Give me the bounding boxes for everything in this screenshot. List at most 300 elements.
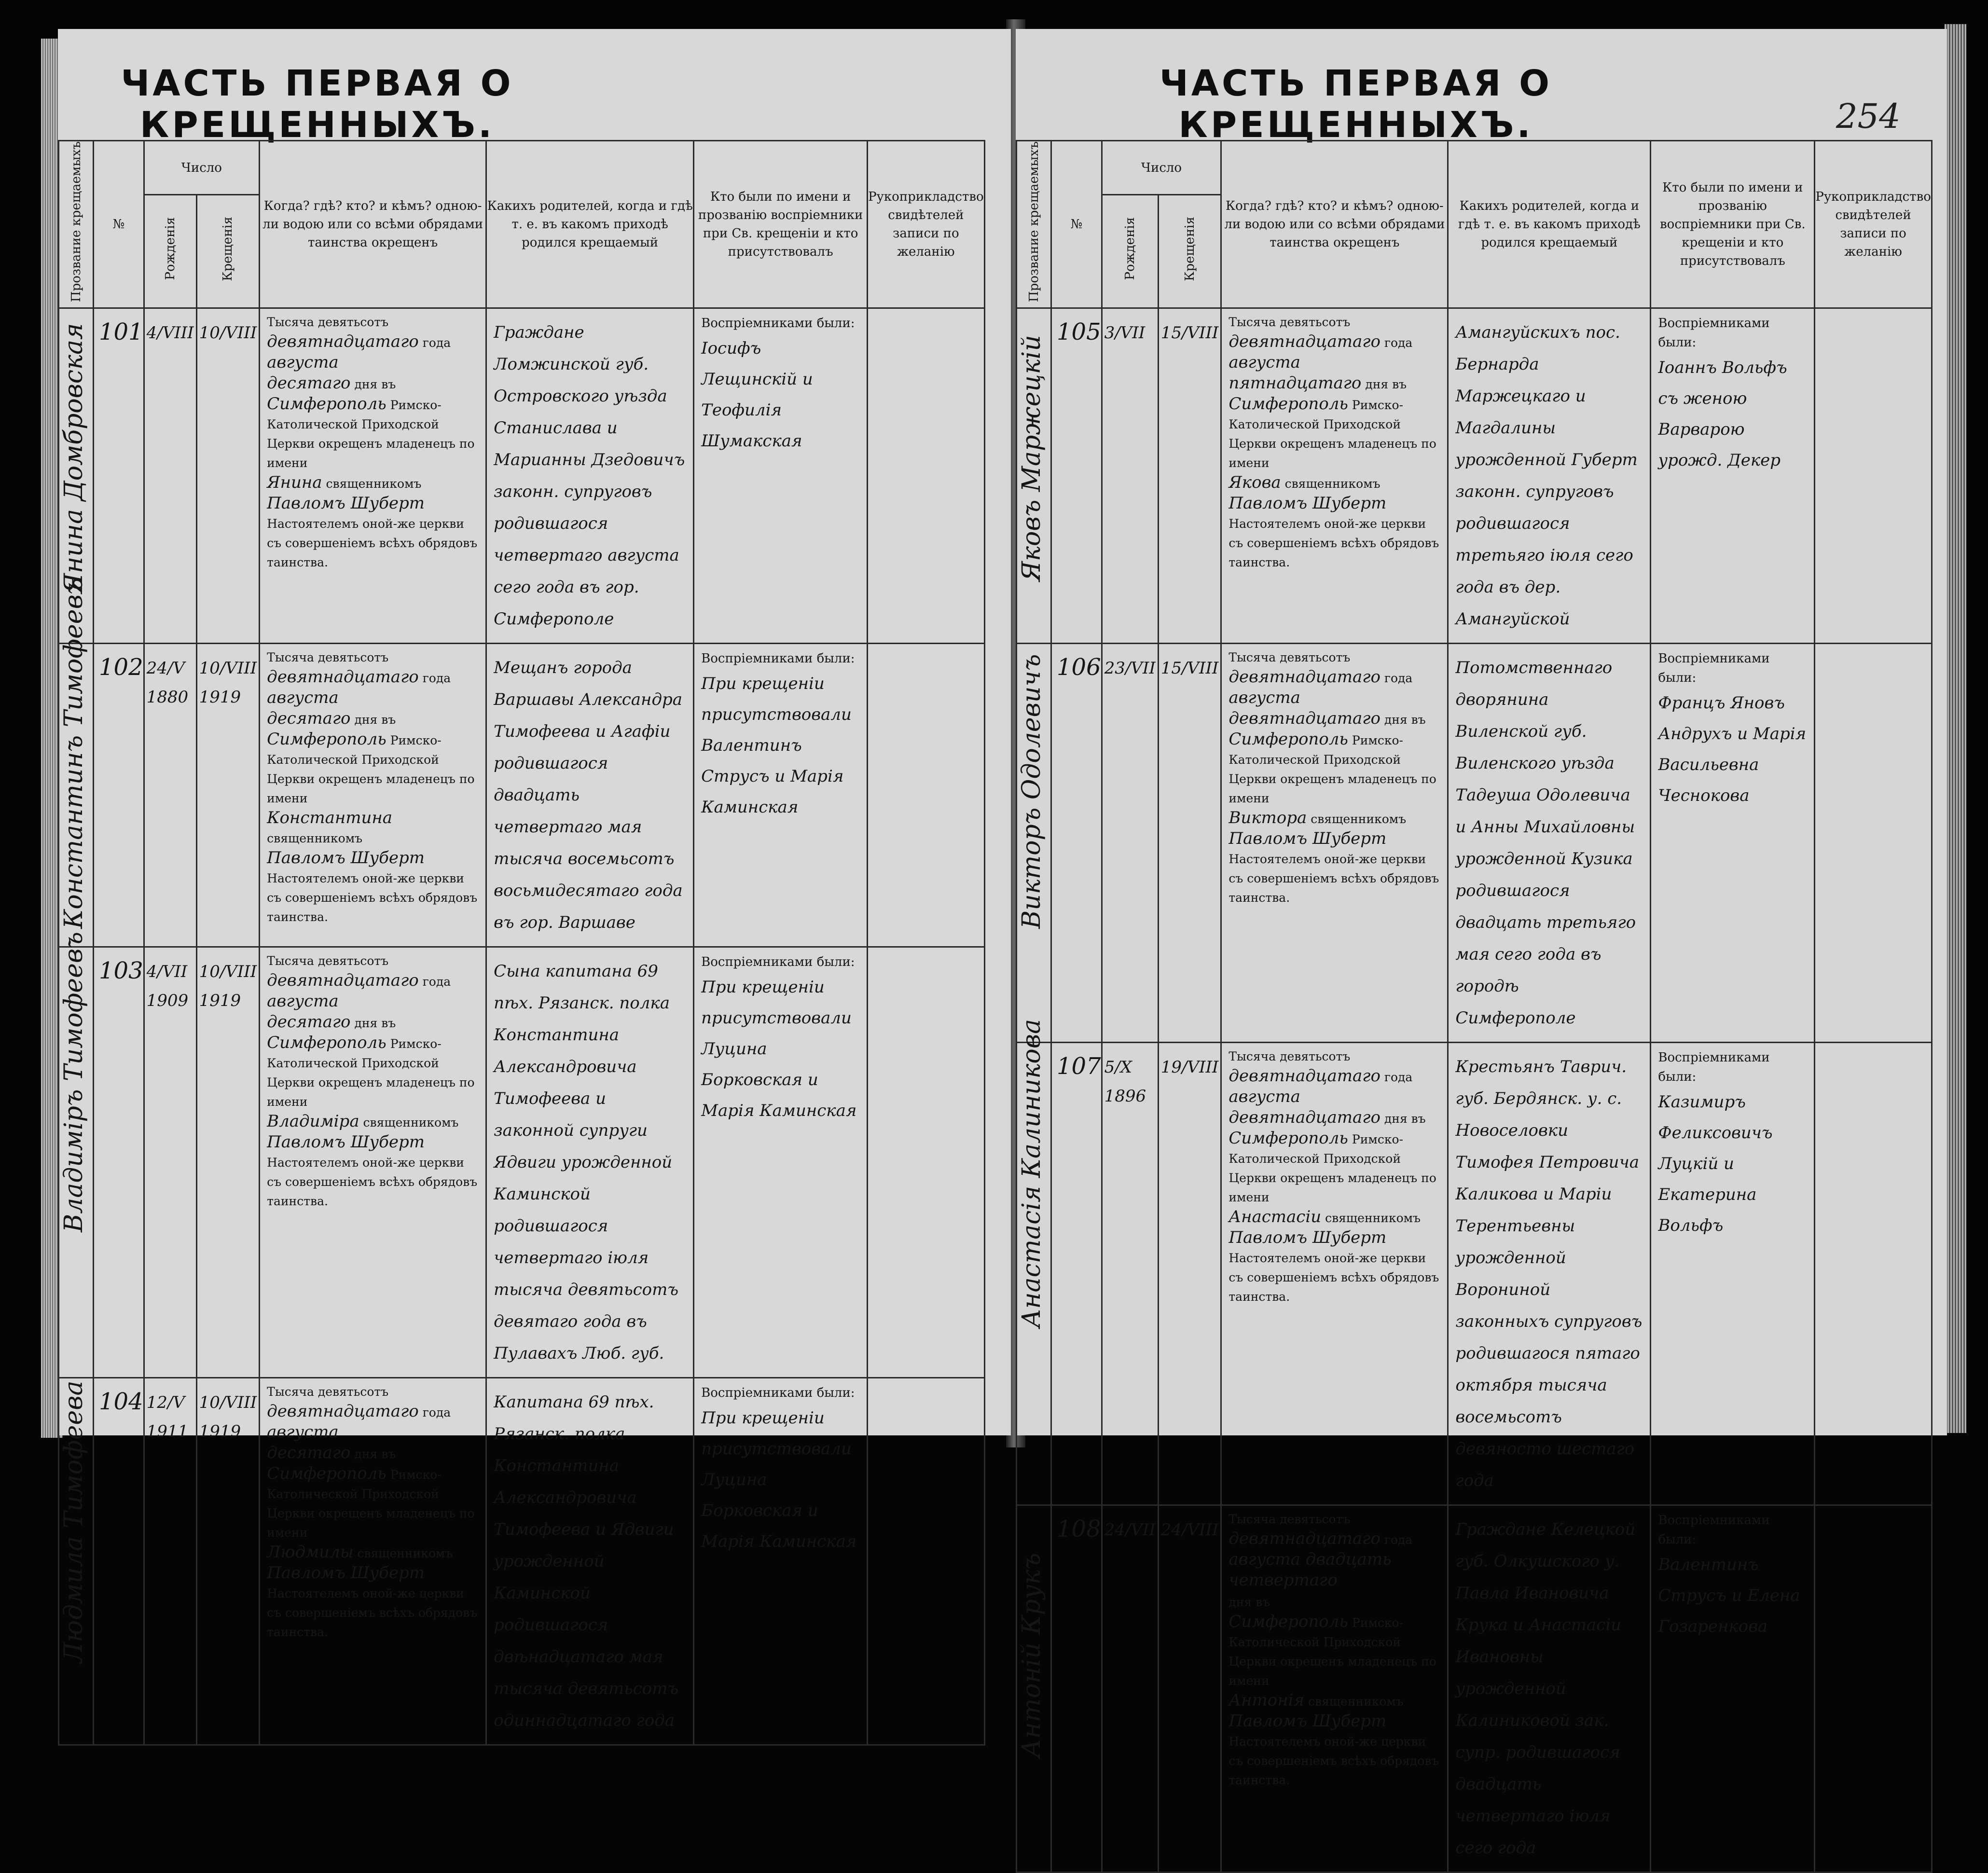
month-written: августа двадцать четвертаго xyxy=(1229,1550,1392,1590)
record-number: 107 xyxy=(1057,1053,1101,1080)
baptism-form xyxy=(260,309,485,576)
col-header-baptism: Крещенія xyxy=(196,195,260,308)
record-number: 108 xyxy=(1057,1515,1101,1543)
form-text: Тысяча девятьсотъ xyxy=(267,1385,389,1399)
birth-date: 12/V 1911 xyxy=(146,1393,189,1442)
form-line xyxy=(267,332,479,353)
child-written: Людмилы xyxy=(267,1542,354,1562)
baptism-date: 10/VIII xyxy=(199,323,257,343)
godparents-text xyxy=(694,309,867,461)
year-written: девятнадцатаго xyxy=(267,1402,419,1421)
birth-date: 3/VII xyxy=(1104,323,1146,343)
parents-written: Капитана 69 пѣх. Рязанск. полка Константина Александровича Тимофеева и Ядвиги урожденной Каминской xyxy=(494,1392,674,1603)
cell-name xyxy=(59,932,94,1378)
parents-text xyxy=(487,948,693,1377)
form-text: Римско-Католической Приходской Церкви окрещенъ младенецъ по имени xyxy=(1229,733,1436,806)
cell-baptism-record xyxy=(260,947,486,1378)
form-line xyxy=(1229,353,1440,373)
cell-number xyxy=(94,644,144,947)
form-line xyxy=(267,730,479,808)
parents-text xyxy=(487,1378,693,1744)
form-line xyxy=(1229,730,1440,808)
godparents-label: Воспріемниками были: xyxy=(1658,316,1770,350)
year-written: девятнадцатаго xyxy=(1229,667,1381,687)
form-text: Тысяча девятьсотъ xyxy=(1229,1512,1351,1527)
form-text: года xyxy=(1384,1533,1413,1547)
table-row xyxy=(59,1378,985,1745)
form-line xyxy=(1229,394,1440,473)
cell-birth-date xyxy=(144,308,196,644)
year-written: девятнадцатаго xyxy=(267,667,419,687)
godparents-text xyxy=(694,644,867,827)
form-text: священникомъ xyxy=(267,831,363,846)
col-header-when: Когда? гдѣ? кто? и кѣмъ? одною-ли водою или со всѣми обрядами таинства окрещенъ xyxy=(1221,141,1448,308)
godparents-written: Іоаннъ Вольфъ съ женою Варварою урожд. Декер xyxy=(1658,358,1787,470)
godparents-written: При крещеніи присутствовали Луцина Борковская и Марія Каминская xyxy=(701,978,857,1121)
cell-baptism-date xyxy=(196,644,260,947)
form-text: дня въ xyxy=(354,377,396,392)
form-line xyxy=(1229,1249,1440,1307)
col-header-parents: Какихъ родителей, когда и гдѣ т. е. въ какомъ приходѣ родился крещаемый xyxy=(1448,141,1651,308)
birth-note-written: родившагося двадцать третьяго мая сего года въ городѣ Симферополе xyxy=(1455,881,1636,1028)
form-line xyxy=(267,992,479,1012)
godparents-label: Воспріемниками были: xyxy=(701,651,855,666)
cell-parents xyxy=(1448,644,1651,1043)
form-line xyxy=(1229,1529,1440,1550)
form-line xyxy=(267,869,479,927)
form-text: года xyxy=(1384,671,1413,686)
record-number: 105 xyxy=(1057,318,1101,346)
place-written: Симферополь xyxy=(1229,394,1348,414)
form-text: священникомъ xyxy=(1311,812,1407,826)
baptism-form xyxy=(1222,1043,1447,1310)
cell-name xyxy=(1017,308,1051,644)
form-line xyxy=(1229,332,1440,353)
birth-note-written: родившагося двадцать четвертаго іюля сего года xyxy=(1455,1743,1620,1858)
register-page-right xyxy=(1016,29,1947,1858)
child-written: Якова xyxy=(1229,473,1281,493)
form-text: дня въ xyxy=(1365,377,1407,392)
baptism-form xyxy=(1222,309,1447,576)
month-written: августа xyxy=(1229,688,1300,708)
cell-baptism-date xyxy=(196,308,260,644)
form-line xyxy=(267,1464,479,1542)
child-name: Константинъ Тимофеевъ xyxy=(59,578,88,929)
cell-godparents xyxy=(1651,308,1815,644)
form-line xyxy=(267,848,479,869)
record-number: 106 xyxy=(1057,654,1101,681)
col-header-birth: Рожденія xyxy=(1102,195,1158,308)
form-line xyxy=(1229,313,1440,332)
form-line xyxy=(1229,829,1440,850)
place-written: Симферополь xyxy=(267,1464,387,1484)
priest-written: Павломъ Шуберт xyxy=(1229,1228,1387,1248)
priest-written: Павломъ Шуберт xyxy=(1229,1711,1387,1731)
header-row xyxy=(1017,141,1932,195)
form-text: дня въ xyxy=(354,1447,396,1461)
cell-baptism-date xyxy=(1158,644,1221,1043)
form-line xyxy=(267,494,479,514)
form-line xyxy=(1229,1087,1440,1108)
form-text: дня въ xyxy=(354,713,396,727)
col-header-signature: Рукоприкладство свидѣтелей записи по желанію xyxy=(1815,141,1932,308)
cell-godparents xyxy=(694,644,868,947)
day-written: десятаго xyxy=(267,709,351,729)
form-text: Римско-Католической Приходской Церкви окрещенъ младенецъ по имени xyxy=(1229,1132,1436,1205)
child-written: Антонія xyxy=(1229,1691,1304,1710)
parents-text xyxy=(1449,309,1650,643)
priest-written: Павломъ Шуберт xyxy=(267,494,425,513)
form-line xyxy=(1229,709,1440,730)
form-line xyxy=(1229,373,1440,394)
form-line xyxy=(1229,808,1440,829)
form-text: Римско-Католической Приходской Церкви окрещенъ младенецъ по имени xyxy=(1229,398,1436,470)
form-line xyxy=(1229,648,1440,667)
form-text: Настоятелемъ оной-же церкви съ совершеніемъ всѣхъ обрядовъ таинства. xyxy=(1229,1735,1439,1788)
page-header xyxy=(1016,29,1947,146)
parents-written: Потомственнаго дворянина Виленской губ. Виленского уѣзда Тадеуша Одолевича и Анны Михайловны урожденной Кузика xyxy=(1455,658,1635,869)
form-line xyxy=(267,648,479,667)
place-written: Симферополь xyxy=(267,730,387,749)
cell-name xyxy=(59,578,94,947)
godparents-text xyxy=(694,948,867,1131)
child-name: Людмила Тимофеева xyxy=(59,1380,88,1664)
col-header-godparents: Кто были по имени и прозванію воспріемники при Св. крещеніи и кто присутствовалъ xyxy=(1651,141,1815,308)
form-line xyxy=(267,1563,479,1584)
cell-baptism-record xyxy=(1221,308,1448,644)
form-text: Тысяча девятьсотъ xyxy=(1229,650,1351,665)
form-line xyxy=(267,514,479,572)
child-written: Константина xyxy=(267,808,393,828)
godparents-label: Воспріемниками были: xyxy=(1658,1513,1770,1547)
birth-note-written: родившагося четвертаго августа сего года въ гор. Симферополе xyxy=(494,514,679,629)
cell-signature xyxy=(868,308,985,644)
month-written: августа xyxy=(267,353,339,372)
cell-name xyxy=(1017,1505,1051,1873)
parents-written: Амангуйскихъ пос. Бернарда Маржецкаго и Магдалины урожденной Губерт законн. супруговъ xyxy=(1455,323,1638,502)
birth-date: 4/VII 1909 xyxy=(146,962,189,1011)
form-line xyxy=(267,1382,479,1402)
godparents-written: Валентинъ Струсъ и Елена Гозаренкова xyxy=(1658,1555,1800,1637)
cell-godparents xyxy=(694,308,868,644)
cell-baptism-date xyxy=(1158,308,1221,644)
baptism-form xyxy=(1222,1506,1447,1794)
place-written: Симферополь xyxy=(1229,1612,1348,1632)
birth-note-written: родившагося четвертаго іюля тысяча девятьсотъ девятаго года въ Пулавахъ Люб. губ. xyxy=(494,1216,678,1363)
priest-written: Павломъ Шуберт xyxy=(267,1563,425,1583)
cell-baptism-record xyxy=(1221,644,1448,1043)
col-header-count: Число xyxy=(144,141,260,195)
priest-written: Павломъ Шуберт xyxy=(1229,829,1387,849)
parents-written: Граждане Ломжинской губ. Островского уѣзда Станислава и Марианны Дзедовичъ законн. супруговъ xyxy=(494,323,685,502)
form-line xyxy=(267,373,479,394)
form-line xyxy=(267,1112,479,1132)
table-row xyxy=(59,644,985,947)
cell-name xyxy=(59,1378,94,1745)
page-number: 254 xyxy=(1836,96,1901,136)
baptism-form xyxy=(260,948,485,1215)
form-text: дня въ xyxy=(1229,1595,1270,1610)
cell-signature xyxy=(868,947,985,1378)
form-line xyxy=(267,667,479,688)
cell-birth-date xyxy=(1102,1043,1158,1505)
form-text: Настоятелемъ оной-же церкви съ совершеніемъ всѣхъ обрядовъ таинства. xyxy=(267,1156,478,1209)
form-line xyxy=(1229,688,1440,709)
baptism-date: 15/VIII xyxy=(1160,659,1219,678)
year-written: девятнадцатаго xyxy=(267,332,419,352)
godparents-written: Іосифъ Лещинскій и Теофилія Шумакская xyxy=(701,339,813,451)
cell-signature xyxy=(1815,1043,1932,1505)
godparents-label: Воспріемниками были: xyxy=(701,316,855,331)
godparents-written: При крещеніи присутствовали Луцина Борковская и Марія Каминская xyxy=(701,1408,857,1552)
birth-date: 4/VIII xyxy=(146,323,194,343)
baptism-register-table xyxy=(1016,140,1933,1873)
baptism-date: 19/VIII xyxy=(1160,1058,1219,1077)
form-text: Настоятелемъ оной-же церкви съ совершеніемъ всѣхъ обрядовъ таинства. xyxy=(267,871,478,924)
form-line xyxy=(1229,667,1440,688)
form-line xyxy=(1229,1591,1440,1612)
month-written: августа xyxy=(1229,1087,1300,1107)
cell-parents xyxy=(486,947,694,1378)
godparents-written: Казимиръ Феликсовичъ Луцкій и Екатерина Вольфъ xyxy=(1658,1092,1773,1236)
cell-baptism-record xyxy=(1221,1505,1448,1873)
cell-number xyxy=(1051,308,1102,644)
form-line xyxy=(267,1012,479,1033)
godparents-text xyxy=(1651,1506,1814,1647)
year-written: девятнадцатаго xyxy=(1229,1529,1381,1549)
child-name: Яковъ Маржецкій xyxy=(1017,335,1046,582)
col-header-godparents: Кто были по имени и прозванію воспріемники при Св. крещеніи и кто присутствовалъ xyxy=(694,141,868,308)
cell-parents xyxy=(486,644,694,947)
place-written: Симферополь xyxy=(267,1033,387,1053)
child-name: Анастасія Калиникова xyxy=(1017,1019,1046,1328)
godparents-text xyxy=(1651,309,1814,481)
form-line xyxy=(1229,1129,1440,1207)
form-text: священникомъ xyxy=(1308,1694,1404,1709)
cell-parents xyxy=(1448,308,1651,644)
form-text: Настоятелемъ оной-же церкви съ совершеніемъ всѣхъ обрядовъ таинства. xyxy=(267,517,478,570)
col-header-number: № xyxy=(1051,141,1102,308)
header-row xyxy=(59,141,985,195)
baptism-date: 10/VIII 1919 xyxy=(199,962,257,1011)
birth-date: 24/VII xyxy=(1104,1520,1156,1540)
form-line xyxy=(267,353,479,373)
form-line xyxy=(267,1422,479,1443)
form-line xyxy=(1229,1228,1440,1249)
col-header-baptism: Крещенія xyxy=(1158,195,1221,308)
godparents-label: Воспріемниками были: xyxy=(1658,651,1770,686)
register-page-left xyxy=(58,29,1011,1731)
form-line xyxy=(1229,473,1440,494)
col-header-name: Прозвание крещаемыхъ xyxy=(1017,141,1051,308)
table-row xyxy=(59,308,985,644)
baptism-date: 10/VIII 1919 xyxy=(199,659,257,707)
form-text: Тысяча девятьсотъ xyxy=(267,954,389,968)
parents-written: Сына капитана 69 пѣх. Рязанск. полка Константина Александровича Тимофеева и законной супруги Ядвиги урожденной Каминской xyxy=(494,962,673,1204)
form-text: Тысяча девятьсотъ xyxy=(267,315,389,330)
form-text: года xyxy=(422,336,451,350)
baptism-date: 24/VIII xyxy=(1160,1520,1219,1540)
form-text: года xyxy=(422,1405,451,1420)
form-line xyxy=(1229,1066,1440,1087)
cell-signature xyxy=(868,644,985,947)
cell-parents xyxy=(486,308,694,644)
year-written: девятнадцатаго xyxy=(1229,1066,1381,1086)
month-written: августа xyxy=(267,1422,339,1442)
form-text: Тысяча девятьсотъ xyxy=(267,650,389,665)
form-line xyxy=(267,709,479,730)
cell-baptism-record xyxy=(1221,1043,1448,1505)
col-header-count: Число xyxy=(1102,141,1221,195)
godparents-label: Воспріемниками были: xyxy=(701,955,855,970)
cell-signature xyxy=(868,1378,985,1745)
col-header-birth: Рожденія xyxy=(144,195,196,308)
cell-birth-date xyxy=(1102,644,1158,1043)
form-text: Римско-Католической Приходской Церкви окрещенъ младенецъ по имени xyxy=(267,1468,475,1540)
cell-name xyxy=(1017,644,1051,1043)
form-line xyxy=(267,1584,479,1642)
parents-text xyxy=(1449,1506,1650,1872)
child-name: Янина Домбровская xyxy=(59,323,88,594)
form-text: года xyxy=(422,975,451,989)
form-line xyxy=(1229,1047,1440,1066)
godparents-label: Воспріемниками были: xyxy=(701,1386,855,1401)
form-line xyxy=(1229,850,1440,908)
cell-signature xyxy=(1815,644,1932,1043)
day-written: десятаго xyxy=(267,373,351,393)
form-line xyxy=(267,1402,479,1422)
priest-written: Павломъ Шуберт xyxy=(267,848,425,868)
cell-baptism-record xyxy=(260,308,486,644)
child-name: Антоній Крукъ xyxy=(1017,1553,1046,1758)
cell-parents xyxy=(1448,1043,1651,1505)
form-text: священникомъ xyxy=(1325,1211,1421,1226)
form-line xyxy=(1229,1550,1440,1591)
page-edges-right xyxy=(1945,24,1966,1433)
form-line xyxy=(267,1132,479,1153)
form-line xyxy=(267,971,479,992)
form-text: Римско-Католической Приходской Церкви окрещенъ младенецъ по имени xyxy=(1229,1616,1436,1688)
cell-birth-date xyxy=(1102,1505,1158,1873)
form-line xyxy=(267,313,479,332)
form-line xyxy=(267,473,479,494)
form-text: года xyxy=(422,671,451,686)
godparents-text xyxy=(1651,644,1814,816)
page-title: ЧАСТЬ ПЕРВАЯ О КРЕЩЕННЫХЪ. xyxy=(1159,63,1553,146)
table-row xyxy=(59,947,985,1378)
form-text: дня въ xyxy=(354,1016,396,1031)
birth-note-written: родившагося двѣнадцатаго мая тысяча девятьсотъ одиннадцатаго года xyxy=(494,1615,678,1731)
year-written: девятнадцатаго xyxy=(267,971,419,991)
child-name: Викторъ Одолевичъ xyxy=(1017,654,1046,929)
form-text: Настоятелемъ оной-же церкви съ совершеніемъ всѣхъ обрядовъ таинства. xyxy=(1229,852,1439,905)
form-line xyxy=(267,688,479,709)
parents-written: Мещанъ города Варшавы Александра Тимофеева и Агафіи xyxy=(494,658,683,742)
year-written: девятнадцатаго xyxy=(1229,332,1381,352)
cell-signature xyxy=(1815,1505,1932,1873)
form-line xyxy=(267,1443,479,1464)
birth-note-written: родившагося двадцать четвертаго мая тысяча восемьсотъ восьмидесятаго года въ гор. Варшаве xyxy=(494,754,683,933)
month-written: августа xyxy=(267,688,339,708)
form-text: Римско-Католической Приходской Церкви окрещенъ младенецъ по имени xyxy=(267,398,475,470)
godparents-written: Францъ Яновъ Андрухъ и Марія Васильевна Чеснокова xyxy=(1658,693,1807,806)
record-number: 102 xyxy=(99,654,143,681)
form-text: года xyxy=(1384,1070,1413,1085)
birth-date: 24/V 1880 xyxy=(146,659,189,707)
godparents-text xyxy=(694,1378,867,1562)
godparents-text xyxy=(1651,1043,1814,1246)
form-text: Настоятелемъ оной-же церкви съ совершеніемъ всѣхъ обрядовъ таинства. xyxy=(1229,1251,1439,1304)
col-header-when: Когда? гдѣ? кто? и кѣмъ? одною-ли водою или со всѣми обрядами таинства окрещенъ xyxy=(260,141,486,308)
cell-number xyxy=(1051,1505,1102,1873)
form-line xyxy=(1229,1108,1440,1129)
cell-godparents xyxy=(694,947,868,1378)
priest-written: Павломъ Шуберт xyxy=(267,1132,425,1152)
col-header-parents: Какихъ родителей, когда и гдѣ т. е. въ какомъ приходѣ родился крещаемый xyxy=(486,141,694,308)
page-title: ЧАСТЬ ПЕРВАЯ О КРЕЩЕННЫХЪ. xyxy=(121,63,514,146)
form-line xyxy=(267,1542,479,1563)
form-text: Тысяча девятьсотъ xyxy=(1229,315,1351,330)
birth-date: 5/X 1896 xyxy=(1104,1058,1146,1106)
form-line xyxy=(1229,1207,1440,1228)
cell-godparents xyxy=(1651,1505,1815,1873)
form-line xyxy=(1229,494,1440,514)
child-name: Владиміръ Тимофеевъ xyxy=(59,932,88,1233)
table-row xyxy=(1017,1043,1932,1505)
form-line xyxy=(267,1153,479,1211)
cell-godparents xyxy=(694,1378,868,1745)
place-written: Симферополь xyxy=(267,394,387,414)
cell-parents xyxy=(1448,1505,1651,1873)
parents-text xyxy=(1449,1043,1650,1504)
form-line xyxy=(267,394,479,473)
form-line xyxy=(267,951,479,971)
baptism-date: 10/VIII 1919 xyxy=(199,1393,257,1442)
day-written: девятнадцатаго xyxy=(1229,709,1381,729)
day-written: десятаго xyxy=(267,1443,351,1463)
cell-baptism-date xyxy=(1158,1505,1221,1873)
form-line xyxy=(1229,514,1440,572)
form-text: Настоятелемъ оной-же церкви съ совершеніемъ всѣхъ обрядовъ таинства. xyxy=(267,1586,478,1639)
parents-written: Крестьянъ Таврич. губ. Бердянск. у. с. Новоселовки Тимофея Петровича Каликова и Маріи Терентьевны урожденной Ворониной законныхъ супруговъ xyxy=(1455,1057,1643,1332)
table-row xyxy=(1017,308,1932,644)
cell-number xyxy=(94,1378,144,1745)
cell-baptism-record xyxy=(260,644,486,947)
parents-written: Граждане Келецкой губ. Олкушского у. Павла Ивановича Крука и Анастасіи Ивановны урожденной Калиниковой зак. супр. xyxy=(1455,1520,1636,1763)
day-written: девятнадцатаго xyxy=(1229,1108,1381,1128)
cell-baptism-date xyxy=(196,1378,260,1745)
form-text: дня въ xyxy=(1384,713,1426,727)
form-text: года xyxy=(1384,336,1413,350)
form-line xyxy=(1229,1711,1440,1732)
form-text: священникомъ xyxy=(363,1116,459,1130)
form-text: Настоятелемъ оной-же церкви съ совершеніемъ всѣхъ обрядовъ таинства. xyxy=(1229,517,1439,570)
cell-parents xyxy=(486,1378,694,1745)
place-written: Симферополь xyxy=(1229,1129,1348,1148)
cell-birth-date xyxy=(144,1378,196,1745)
baptism-form xyxy=(260,644,485,931)
form-line xyxy=(267,808,479,848)
cell-birth-date xyxy=(144,644,196,947)
table-row xyxy=(1017,644,1932,1043)
form-line xyxy=(1229,1691,1440,1711)
cell-number xyxy=(94,947,144,1378)
cell-birth-date xyxy=(144,947,196,1378)
form-text: священникомъ xyxy=(326,477,422,491)
record-number: 103 xyxy=(99,957,143,985)
baptism-register-table xyxy=(58,140,985,1746)
record-number: 104 xyxy=(99,1388,143,1416)
